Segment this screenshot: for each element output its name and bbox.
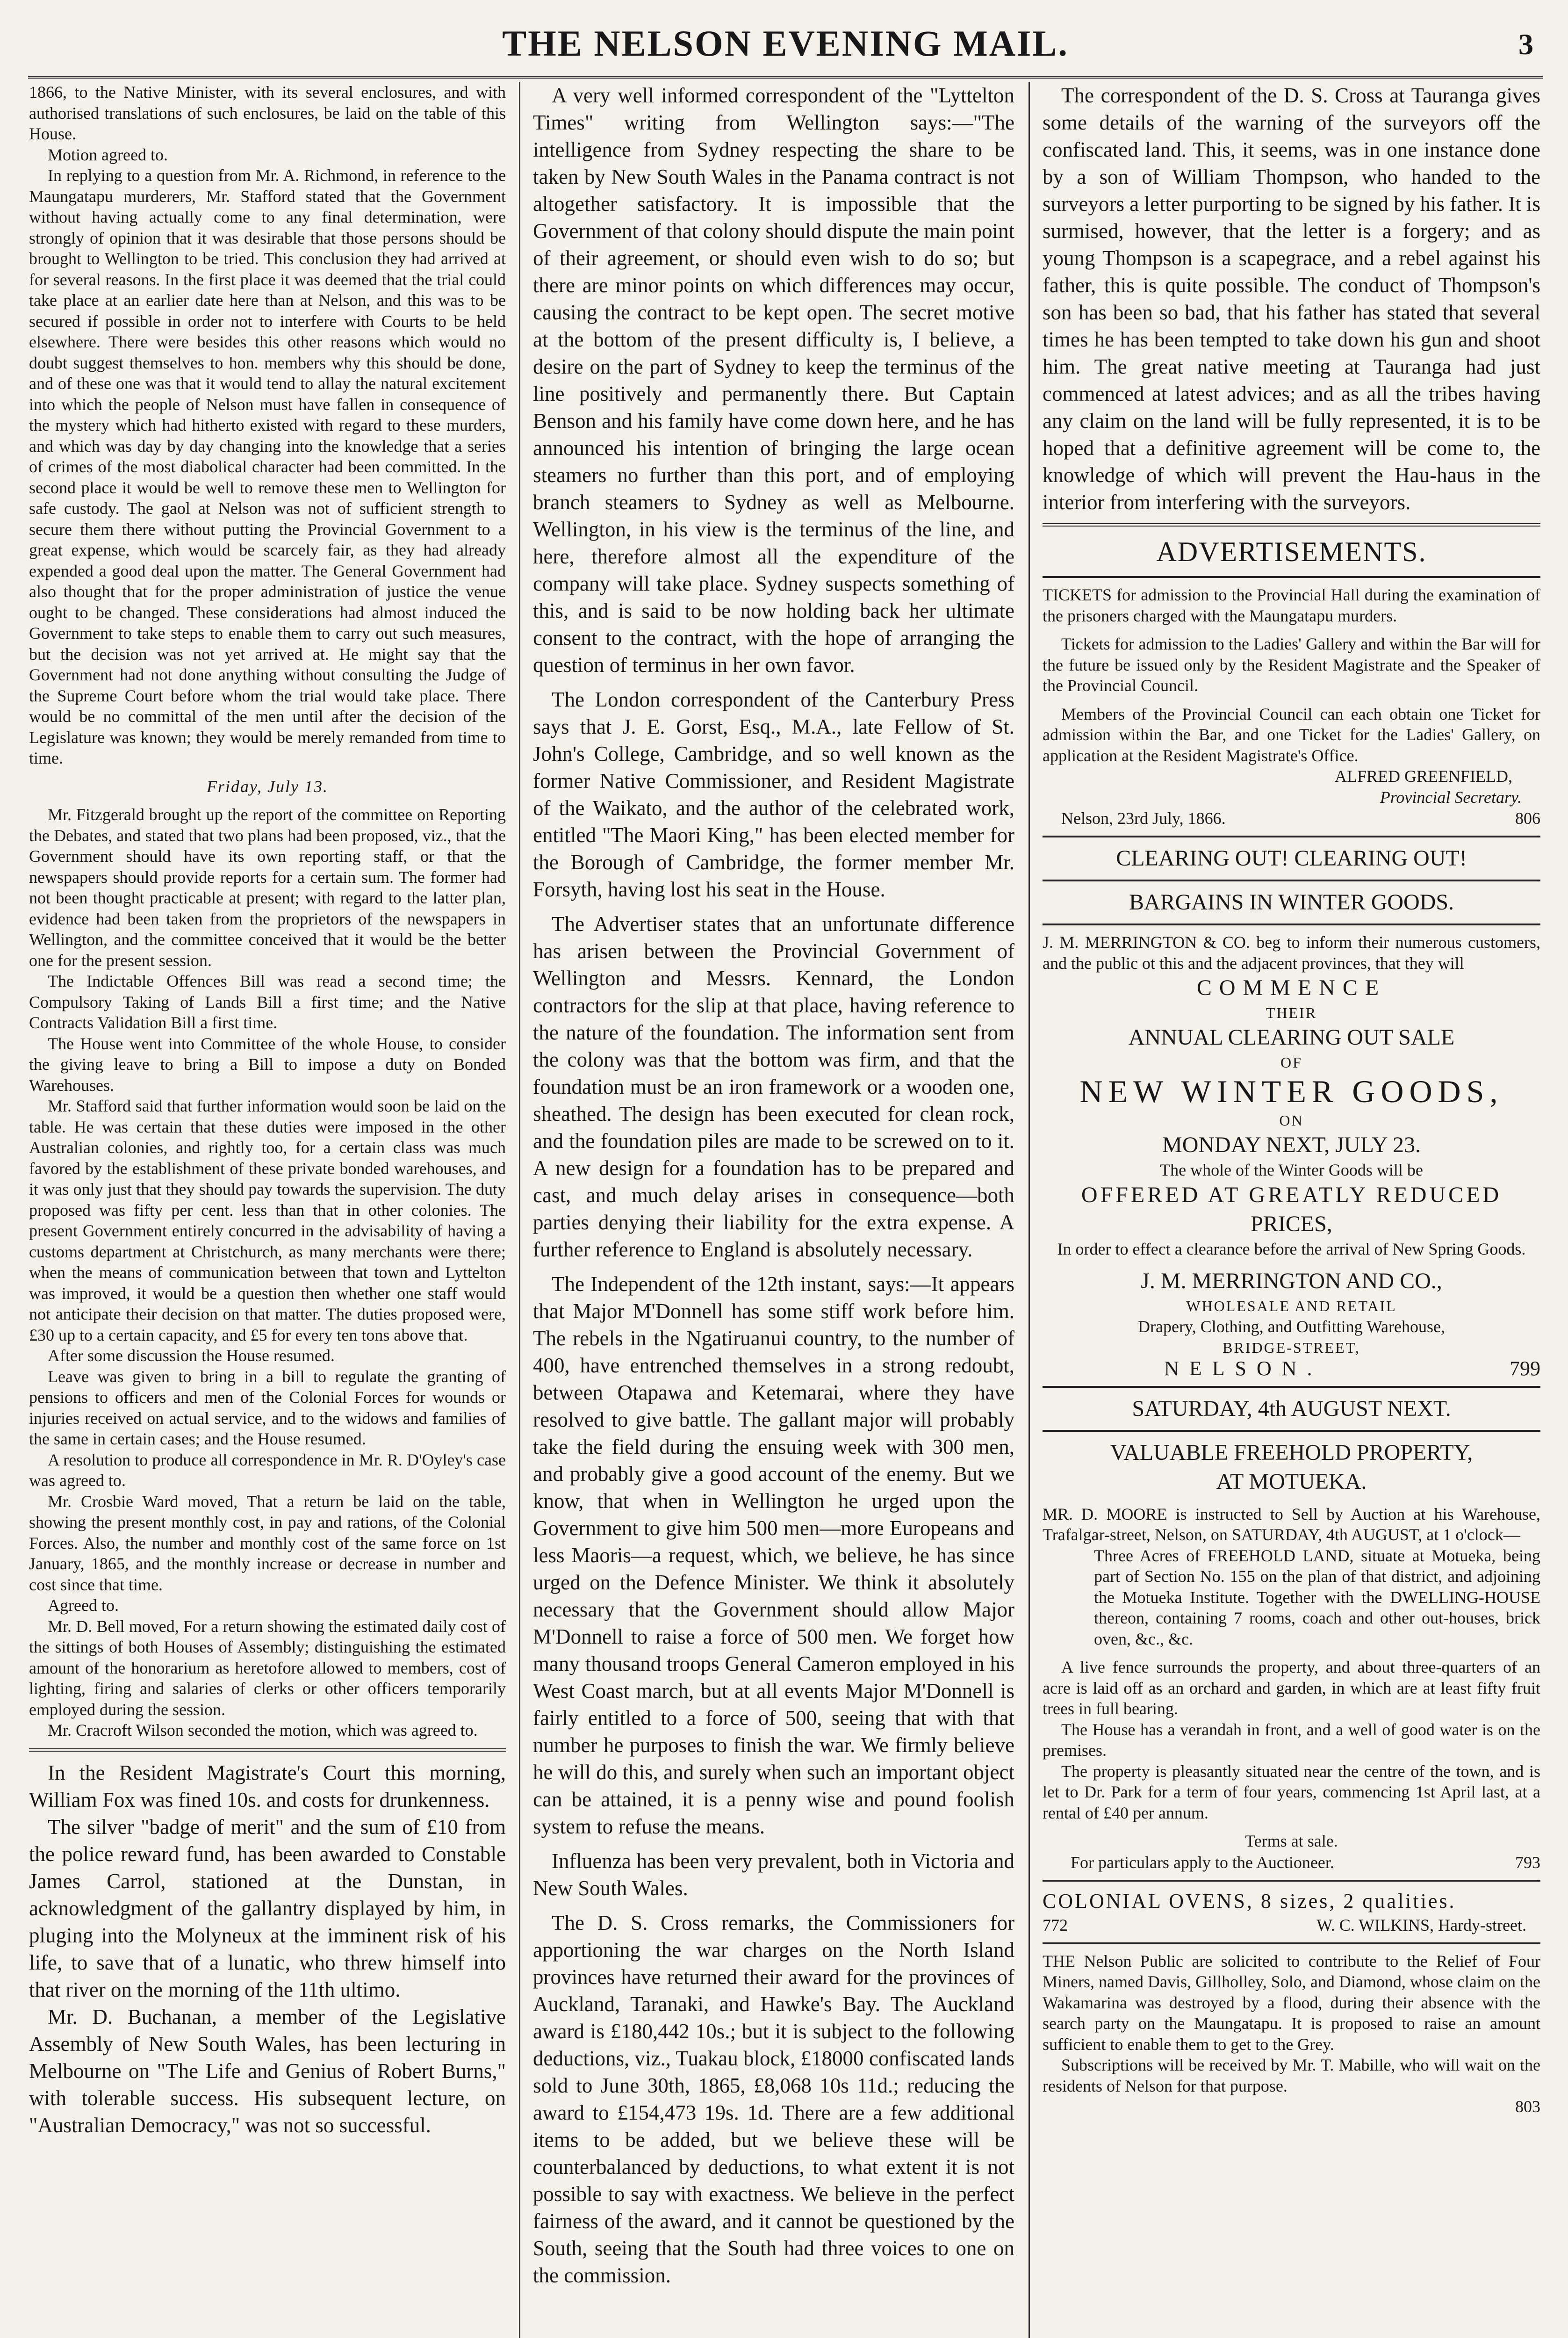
section-rule [1043,523,1540,527]
ad-headline: SATURDAY, 4th AUGUST NEXT. [1132,1396,1451,1421]
advertisements-heading: ADVERTISEMENTS. [1156,536,1427,567]
ad-number: 799 [1510,1357,1540,1380]
ad-line: WHOLESALE AND RETAIL [1186,1298,1397,1314]
ad-relief-fund [1043,1951,1540,2117]
ad-text: Three Acres of FREEHOLD LAND, situate at Motueka, being part of Section No. 155 on the plan of that district, and adjoining the Motueka Institute. Together with the DWELLING-HOUSE thereon, containing 7 rooms, coach and other out-houses, brick oven, &c., &c. [1094,1546,1540,1648]
paragraph: A very well informed correspondent of the "Lyttelton Times" writing from Wellington says:—"The intelligence from Sydney respecting the share to be taken by New South Wales in the Panama contract is not altogether satisfactory. It is impossible that the Government of that colony should dispute the main point of their agreement, or should even wish to do so; but there are minor points on which differences may occur, causing the contract to be kept open. The secret motive at the bottom of the present difficulty is, I believe, a desire on the part of Sydney to keep the terminus of the line positively and permanently there. But Captain Benson and his family have come down here, and he has announced his intention of bringing the large ocean steamers no further than this port, and of employing branch steamers to Sydney as well as Melbourne. Wellington, in his view is the terminus of the line, and here, therefore almost all the expenditure of the company will take place. Sydney suspects something of this, and is said to be now holding back her ultimate consent to the contract, with the hope of arranging the question of terminus in her own favor. [533,84,1014,677]
ad-number: 772 [1043,1915,1068,1934]
ad-line: MONDAY NEXT, JULY 23. [1162,1133,1421,1157]
ad-text: THE Nelson Public are solicited to contribute to the Relief of Four Miners, named Davis, Gillholley, Solo, and Diamond, whose claim on the Wakamarina was destroyed by a flood, during their absence with the search party on the Maungatapu. It is proposed to raise an amount sufficient to enable them to get to the Grey. [1043,1951,1540,2054]
ad-line: In order to effect a clearance before the arrival of New Spring Goods. [1057,1239,1526,1258]
ad-date: Nelson, 23rd July, 1866. [1061,809,1226,828]
paragraph: Mr. Cracroft Wilson seconded the motion, which was agreed to. [48,1721,478,1739]
column-3 [1043,82,1540,2338]
paragraph: Agreed to. [48,1596,119,1615]
page-number: 3 [1518,28,1533,61]
paragraph: The correspondent of the D. S. Cross at Tauranga gives some details of the warning of the surveyors off the confiscated land. This, it seems, was in one instance done by a son of William Thompson, who handed to the surveyors a letter purporting to be signed by his father. It is surmised, however, that the letter is a forgery; and as young Thompson is a scapegrace, and a rebel against his father, this is quite possible. The conduct of Thompson's son has been so bad, that his father has stated that several times he has been tempted to take down his gun and shoot him. The great native meeting at Tauranga had just commenced at latest advices; and as all the tribes having any claim on the land will be fully represented, it is to be hoped that a definitive agreement will be come to, the knowledge of which will prevent the Hau-haus in the interior from interfering with the surveyors. [1043,84,1540,514]
ad-clearing-sale [1043,844,1540,1379]
paragraph: The D. S. Cross remarks, the Commissioners for apportioning the war charges on the North Island provinces have returned their award for the provinces of Auckland, Taranaki, and Hawke's Bay. The Auckland award is £180,442 10s.; but it is subject to the following deductions, viz., Tuakau block, £18000 confiscated lands sold to June 30th, 1865, £8,068 10s 11d.; reducing the award to £154,473 19s. 1d. There are a few additional items to be added, but we believe these will be counterbalanced by deductions, to what extent it is not possible to say with exactness. We believe in the perfect fairness of the award, and it cannot be questioned by the South, seeing that the South had three voices to one on the commission. [533,1911,1014,2287]
ad-line: BRIDGE-STREET, [1223,1339,1360,1356]
paragraph: The House went into Committee of the whole House, to consider the giving leave to bring a Bill to impose a duty on Bonded Warehouses. [29,1034,506,1095]
ad-signature-title: Provincial Secretary. [1380,787,1522,807]
ad-number: 806 [1515,809,1540,828]
ad-headline: CLEARING OUT! CLEARING OUT! [1116,846,1467,871]
paragraph: After some discussion the House resumed. [48,1346,335,1365]
ad-headline: VALUABLE FREEHOLD PROPERTY, [1110,1440,1473,1465]
paragraph: Influenza has been very prevalent, both in Victoria and New South Wales. [533,1849,1014,1900]
ad-line: THEIR [1266,1004,1317,1021]
ad-ovens [1043,1888,1540,1936]
paragraph: 1866, to the Native Minister, with its several enclosures, and with authorised translations of such enclosures, be laid on the table of this House. [29,83,506,143]
ad-text: Subscriptions will be received by Mr. T. Mabille, who will wait on the residents of Nelson for that purpose. [1043,2056,1540,2095]
ad-text: Terms at sale. [1245,1832,1338,1850]
ad-line: OFFERED AT GREATLY REDUCED [1081,1182,1502,1207]
paragraph: The London correspondent of the Canterbury Press says that J. E. Gorst, Esq., M.A., late Fellow of St. John's College, Cambridge, and so well known as the former Native Commissioner, and Resident Magistrate of the Waikato, and the author of the celebrated work, entitled "The Maori King," has been elected member for the Borough of Cambridge, the former member Mr. Forsyth, having lost his seat in the House. [533,688,1014,901]
column-divider [1029,82,1030,2338]
paragraph: Motion agreed to. [48,145,168,164]
ad-number: 793 [1515,1853,1540,1872]
paragraph: Mr. Crosbie Ward moved, That a return be laid on the table, showing the present monthly cost, in pay and rations, of the Colonial Forces. Also, the number and monthly cost of the same force on 1st January, 1865, and the monthly increase or decrease in number and cost since that time. [29,1492,506,1594]
ad-text: J. M. MERRINGTON & CO. beg to inform their numerous customers, and the public ot this and the adjacent provinces, that they will [1043,933,1540,973]
ad-headline: BARGAINS IN WINTER GOODS. [1129,890,1454,915]
ad-line: NEW WINTER GOODS, [1079,1074,1503,1109]
paragraph: Mr. Stafford said that further information would soon be laid on the table. He was certain that these duties were imposed in the other Australian colonies, and rightly too, for a certain class was much favored by the establishment of these private bonded warehouses, and it was only just that they should pay towards the supervision. The duty proposed was fifty per cent. less than that in other colonies. The present Government entirely concurred in the advisability of having a customs department at Christchurch, as many merchants were there; when the means of communication between that town and Lyttelton was improved, it would be a question then whether one staff would not anticipate their decision on that matter. The duties proposed were, £30 up to a certain capacity, and £5 for every ten tons above that. [29,1097,506,1344]
paragraph: The silver "badge of merit" and the sum of £10 from the police reward fund, has been awarded to Constable James Carrol, stationed at the Dunstan, in acknowledgment of the gallantry displayed by him, in pluging into the Molyneux at the imminent risk of his life, to save that of a lunatic, who threw himself into that river on the morning of the 11th ultimo. [29,1815,506,2001]
ad-auction [1043,1394,1540,1873]
ad-line: COMMENCE [1196,975,1387,1000]
ad-line: Drapery, Clothing, and Outfitting Warehouse, [1138,1317,1445,1336]
ad-text: COLONIAL OVENS, 8 sizes, 2 qualities. [1043,1889,1456,1912]
section-rule [29,1748,506,1752]
paragraph: A resolution to produce all correspondence in Mr. R. D'Oyley's case was agreed to. [29,1450,506,1490]
ad-text: The property is pleasantly situated near the centre of the town, and is let to Dr. Park for a term of four years, commencing 1st April last, at a rental of £40 per annum. [1043,1761,1540,1822]
ad-text: The House has a verandah in front, and a well of good water is on the premises. [1043,1720,1540,1760]
ad-text: Members of the Provincial Council can each obtain one Ticket for admission within the Bar, and one Ticket for the Ladies' Gallery, on application at the Resident Magistrate's Office. [1043,704,1540,765]
column-divider [519,82,520,2338]
paragraph: Mr. D. Buchanan, a member of the Legislative Assembly of New South Wales, has been lecturing in Melbourne on "The Life and Genius of Robert Burns," with tolerable success. His subsequent lecture, on "Australian Democracy," was not so successful. [29,2005,506,2137]
ad-headline: AT MOTUEKA. [1216,1469,1367,1494]
ad-text: A live fence surrounds the property, and about three-quarters of an acre is laid off as an orchard and garden, in which are at least fifty fruit trees in full bearing. [1043,1658,1540,1718]
paragraph: Mr. D. Bell moved, For a return showing the estimated daily cost of the sittings of both Houses of Assembly; distinguishing the estimated amount of the honorarium as heretofore allowed to members, cost of lighting, firing and salaries of clerks or other officers temporarily employed during the session. [29,1616,506,1719]
column-2 [533,82,1014,2338]
section-date: Friday, July 13. [207,777,328,796]
newspaper-title: THE NELSON EVENING MAIL. [502,23,1069,64]
ad-firm-name: J. M. MERRINGTON AND CO., [1141,1269,1442,1293]
ad-signature: ALFRED GREENFIELD, [1335,767,1512,786]
ad-text: MR. D. MOORE is instructed to Sell by Auction at his Warehouse, Trafalgar-street, Nelson, on SATURDAY, 4th AUGUST, at 1 o'clock— [1043,1504,1540,1544]
paragraph: The Advertiser states that an unfortunate difference has arisen between the Provincial Government of Wellington and Messrs. Kennard, the London contractors for the slip at that place, having reference to the nature of the foundation. The information sent from the colony was that the bottom was firm, and that the foundation must be an iron framework or a wooden one, sheathed. The design has been executed for clean rock, and the foundation piles are made to be screwed on to it. A new design for a foundation has to be prepared and cast, and much delay arises in consequence—both parties denying their liability for the extra expense. A further reference to England is absolutely necessary. [533,912,1014,1261]
ad-number: 803 [1515,2097,1540,2116]
ad-line: OF [1280,1054,1302,1071]
paragraph: Leave was given to bring in a bill to regulate the granting of pensions to officers and men of the Colonial Forces for wounds or injuries received on actual service, and to the widows and families of the same in certain cases; and the House resumed. [29,1367,506,1448]
paragraph: In replying to a question from Mr. A. Richmond, in reference to the Maungatapu murderers, Mr. Stafford stated that the Government without having actually come to any final determination, were strongly of opinion that it was desirable that those persons should be brought to Wellington to be tried. This conclusion they had arrived at for several reasons. In the first place it was deemed that the trial could take place at an earlier date here than at Nelson, and this was to be secured if possible in order not to interfere with Courts to be held elsewhere. There were besides this other reasons which would no doubt suggest themselves to hon. members why this should be done, and of these one was that it would tend to allay the natural excitement into which the people of Nelson must have fallen in consequence of the mystery which had hitherto existed with regard to these murders, and which was day by day changing into the knowledge that a series of crimes of the most diabolical character had been committed. In the second place it would be well to remove these men to Wellington for safe custody. The gaol at Nelson was not of sufficient strength to secure them there without putting the Provincial Government to a great expense, which would be scarcely fair, as they had already expended a good deal upon the matter. The General Government had also thought that for the proper administration of justice the venue ought to be changed. These considerations had almost induced the Government to take steps to enable them to carry out such measures, but the decision was not yet arrived at. He might say that the Government had not done anything without consulting the Judge of the Supreme Court before whom the trial would take place. There would be no committal of the men until after the decision of the Legislature was known; they would be merely remanded from time to time. [29,166,506,767]
ad-line: ON [1279,1112,1304,1129]
ad-line: ANNUAL CLEARING OUT SALE [1128,1025,1455,1050]
ad-text: For particulars apply to the Auctioneer. [1071,1853,1334,1872]
masthead [28,14,1543,79]
ad-line: PRICES, [1251,1211,1332,1236]
paragraph: The Indictable Offences Bill was read a second time; the Compulsory Taking of Lands Bill a first time; and the Native Contracts Validation Bill a first time. [29,972,506,1032]
ad-seller: W. C. WILKINS, Hardy-street. [1316,1915,1526,1934]
masthead-rule [28,76,1543,79]
ad-line: The whole of the Winter Goods will be [1160,1161,1423,1179]
parliament-report [29,82,506,1741]
ad-text: Tickets for admission to the Ladies' Gallery and within the Bar will for the future be issued only by the Resident Magistrate and the Speaker of the Provincial Council. [1043,635,1540,695]
paragraph: The Independent of the 12th instant, says:—It appears that Major M'Donnell has some stiff work before him. The rebels in the Ngatiruanui country, to the number of 400, have entrenched themselves in a strong redoubt, between Otapawa and Ketemarai, where they have resolved to give battle. The gallant major will probably take the field during the ensuing week with 300 men, and probably give a good account of the enemy. But we know, that when in Wellington he urged upon the Government to give him 500 men—more Europeans and less Maoris—a request, which, we believe, he has since urged on the Defence Minister. We think it absolutely necessary that the Government should allow Major M'Donnell to raise a force of 500 men. We forget how many thousand troops General Cameron employed in his West Coast march, but at all events Major M'Donnell is fairly entitled to a force of 500, seeing that with that number he purposes to finish the war. We firmly believe he will do this, and surely when such an important object can be attained, it is a penny wise and pound foolish system to refuse the means. [533,1272,1014,1838]
paragraph: In the Resident Magistrate's Court this morning, William Fox was fined 10s. and costs for drunkenness. [29,1761,506,1811]
local-news [29,1759,506,2139]
ad-town: NELSON. [1164,1357,1323,1380]
ad-text: TICKETS for admission to the Provincial Hall during the examination of the prisoners charged with the Maungatapu murders. [1043,585,1540,625]
column-1 [29,82,506,2338]
ad-tickets [1043,584,1540,829]
paragraph: Mr. Fitzgerald brought up the report of the committee on Reporting the Debates, and stated that two plans had been proposed, viz., that the Government should have its own reporting staff, or that the newspapers should provide reports for a certain sum. The former had not been thought practicable at present; with regard to the latter plan, evidence had been taken from the proprietors of the newspapers in Wellington, and the committee conceived that it would be the better one for the present session. [29,805,506,970]
